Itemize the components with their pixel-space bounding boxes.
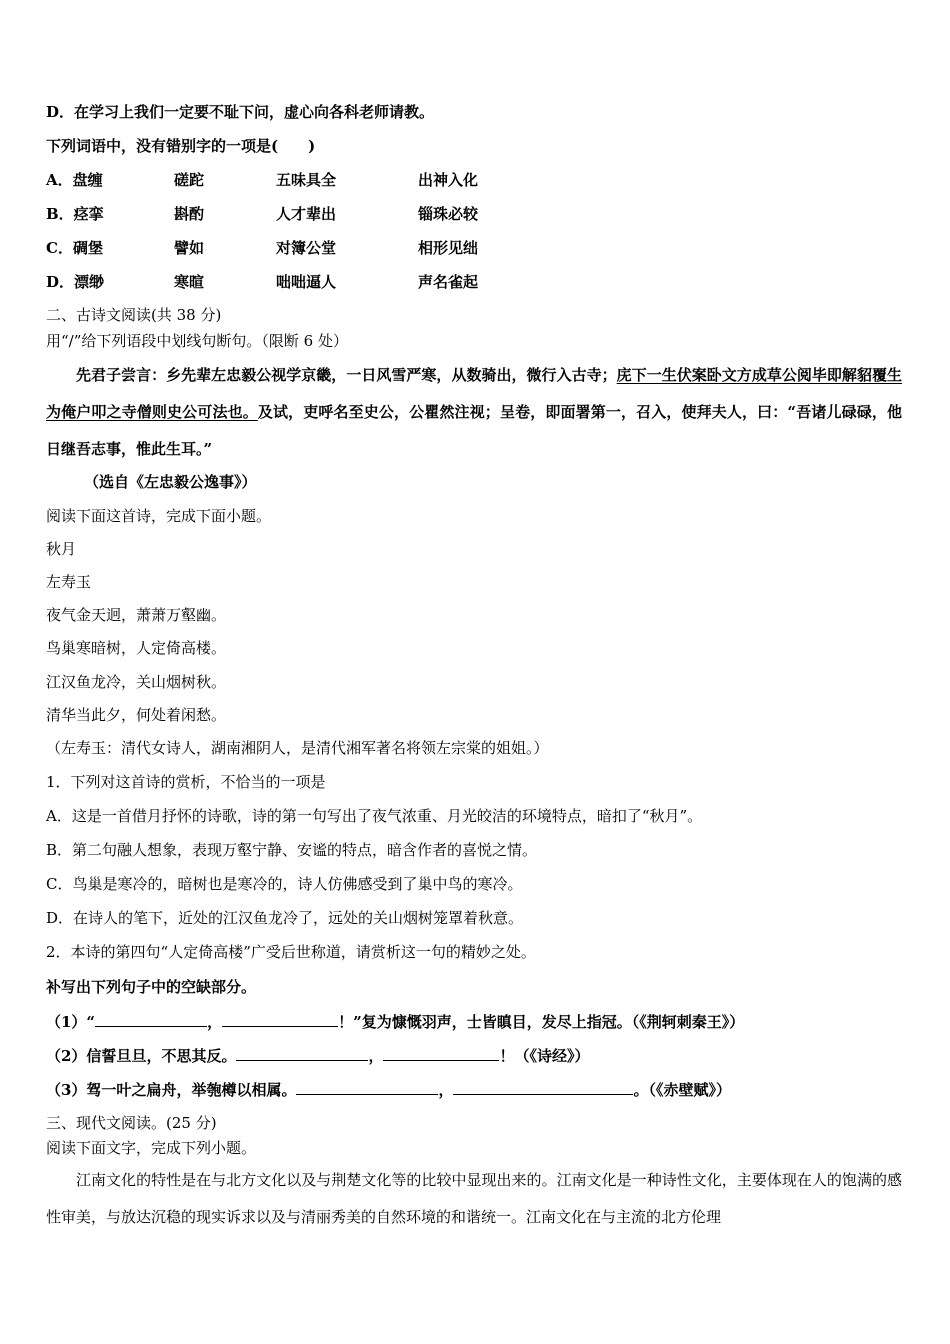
- question-1-option-a: A．这是一首借月抒怀的诗歌，诗的第一句写出了夜气浓重、月光皎洁的环境特点，暗扣了“秋月”。: [46, 807, 703, 825]
- option-word-2: 斟酌: [174, 205, 205, 223]
- answer-blank[interactable]: [296, 1079, 438, 1095]
- fill-text: ！”复为慷慨羽声，士皆瞋目，发尽上指冠。（《荆轲刺秦王》）: [338, 1013, 745, 1031]
- option-word-2: 磋跎: [174, 171, 205, 189]
- poem-instruction: 阅读下面这首诗，完成下面小题。: [46, 507, 272, 525]
- poem-line: 江汉鱼龙冷，关山烟树秋。: [46, 673, 227, 691]
- classical-passage: [46, 357, 902, 468]
- option-word-3: 人才辈出: [276, 205, 337, 223]
- classical-text-post: 及试，吏呼名至史公，公瞿然注视；呈卷，即面署第一，召入，使拜夫人，曰：“吾诸儿碌碌，他日继吾志事，惟此生耳。”: [46, 403, 902, 458]
- question-1-option-d: D．在诗人的笔下，近处的江汉鱼龙冷了，远处的关山烟树笼罩着秋意。: [46, 909, 524, 927]
- option-word-1: C．碉堡: [46, 239, 103, 257]
- option-word-4: 相形见绌: [418, 239, 479, 257]
- option-word-1: D．漂缈: [46, 273, 105, 291]
- fill-text: （1）“: [46, 1013, 96, 1031]
- answer-blank[interactable]: [453, 1079, 633, 1095]
- option-word-3: 对簿公堂: [276, 239, 337, 257]
- fill-in-item-3: [46, 1079, 731, 1100]
- modern-passage: 江南文化的特性是在与北方文化以及与荆楚文化等的比较中显现出来的。江南文化是一种诗性文化，主要体现在人的饱满的感性审美，与放达沉稳的现实诉求以及与清丽秀美的自然环境的和谐统一。江南文化在与主流的北方伦理: [46, 1171, 902, 1226]
- question-2: 2．本诗的第四句“人定倚高楼”广受后世称道，请赏析这一句的精妙之处。: [46, 943, 536, 961]
- poem-line: 夜气金天迥，萧萧万壑幽。: [46, 606, 227, 624]
- question-1: 1．下列对这首诗的赏析，不恰当的一项是: [46, 773, 326, 791]
- poem-author: 左寿玉: [46, 573, 92, 591]
- classical-underlined-sentence: 庑下一生伏案卧文方成草公阅毕即解貂覆生为俺户叩之寺僧则史公可法也。: [46, 366, 902, 421]
- fill-text: ！（《诗经》）: [499, 1047, 590, 1065]
- fill-text: （3）驾一叶之扁舟，举匏樽以相属。: [46, 1081, 297, 1099]
- punctuation-instruction: 用“/”给下列语段中划线句断句。（限断 6 处）: [46, 332, 348, 350]
- question-1-option-c: C．鸟巢是寒冷的，暗树也是寒冷的，诗人仿佛感受到了巢中鸟的寒冷。: [46, 875, 523, 893]
- poem-line: 清华当此夕，何处着闲愁。: [46, 706, 227, 724]
- poem-line: 鸟巢寒暗树，人定倚高楼。: [46, 639, 227, 657]
- answer-blank[interactable]: [222, 1011, 338, 1027]
- fill-text: ，: [438, 1081, 454, 1099]
- option-word-1: B．痉挛: [46, 205, 104, 223]
- typo-question: 下列词语中，没有错别字的一项是( ): [46, 137, 316, 155]
- fill-text: ，: [368, 1047, 384, 1065]
- question-option-d: D．在学习上我们一定要不耻下问，虚心向各科老师请教。: [46, 103, 435, 121]
- option-word-1: A．盘缠: [46, 171, 103, 189]
- fill-text: （2）信誓旦旦，不思其反。: [46, 1047, 237, 1065]
- poem-title: 秋月: [46, 540, 77, 558]
- option-word-3: 咄咄逼人: [276, 273, 337, 291]
- option-word-4: 出神入化: [418, 171, 479, 189]
- classical-text-pre: 先君子尝言：乡先辈左忠毅公视学京畿，一日风雪严寒，从数骑出，微行入古寺；: [76, 366, 617, 384]
- option-word-3: 五味具全: [276, 171, 337, 189]
- fill-text: ，: [207, 1013, 223, 1031]
- poem-note: （左寿玉：清代女诗人，湖南湘阴人，是清代湘军著名将领左宗棠的姐姐。）: [46, 739, 549, 757]
- answer-blank[interactable]: [236, 1045, 368, 1061]
- modern-instruction: 阅读下面文字，完成下列小题。: [46, 1139, 257, 1157]
- option-word-4: 声名雀起: [418, 273, 479, 291]
- option-word-2: 譬如: [174, 239, 205, 257]
- fill-text: 。（《赤壁赋》）: [633, 1081, 731, 1099]
- option-word-2: 寒暄: [174, 273, 205, 291]
- answer-blank[interactable]: [383, 1045, 499, 1061]
- section-2-title: 二、古诗文阅读(共 38 分): [46, 306, 222, 324]
- section-3-title: 三、现代文阅读。(25 分): [46, 1114, 217, 1132]
- classical-source: （选自《左忠毅公逸事》）: [84, 473, 257, 491]
- fill-in-item-2: [46, 1045, 589, 1066]
- question-1-option-b: B．第二句融人想象，表现万壑宁静、安谧的特点，暗含作者的喜悦之情。: [46, 841, 538, 859]
- fill-in-item-1: [46, 1011, 744, 1032]
- fill-in-title: 补写出下列句子中的空缺部分。: [46, 978, 257, 996]
- answer-blank[interactable]: [95, 1011, 207, 1027]
- option-word-4: 锱珠必较: [418, 205, 479, 223]
